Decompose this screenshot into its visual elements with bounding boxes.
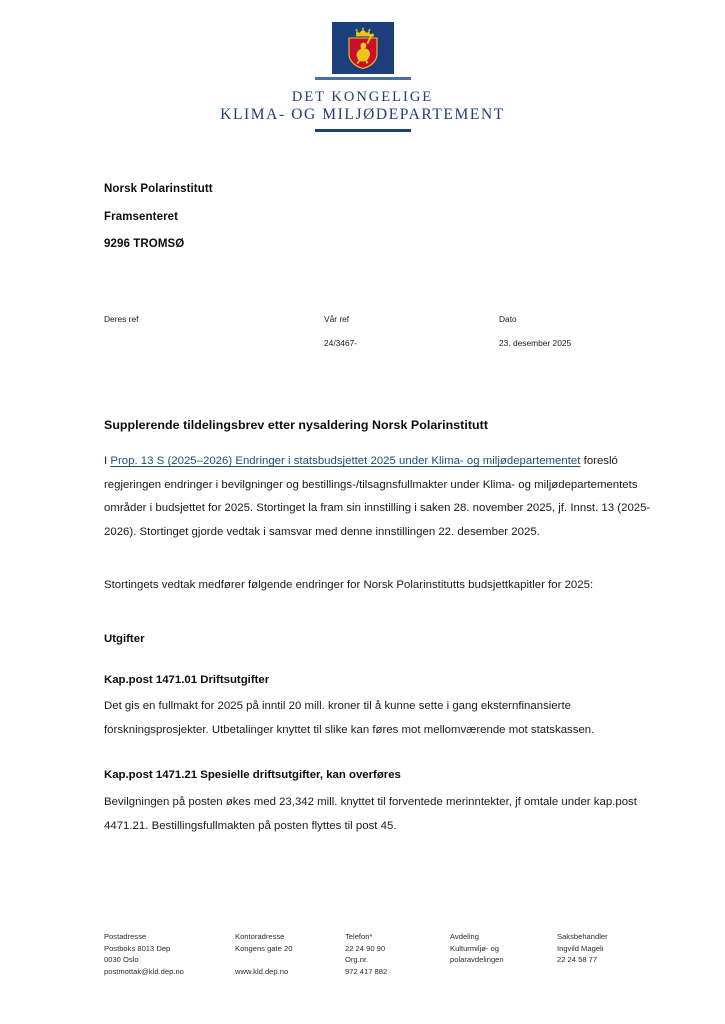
footer-header-kontoradresse: Kontoradresse [235, 932, 285, 941]
footer-orgnr-label: Org.nr. [345, 955, 369, 965]
footer-column-postadresse [104, 931, 235, 977]
dato-value: 23. desember 2025 [499, 338, 572, 348]
logo-wordmark [220, 89, 505, 124]
footer-kontoradresse-website[interactable]: www.kld.dep.no [235, 966, 289, 976]
footer-postadresse-line-2: 0030 Oslo [104, 955, 139, 965]
section-text-1471-21: Bevilgningen på posten økes med 23,342 mill. knyttet til forventede merinntekter, jf omtale under kap.post 4471.21. Bestillingsfullmakten på posten flyttes til post 45. [104, 796, 637, 832]
footer-telefon-number: 22 24 90 90 [345, 943, 386, 953]
recipient-line-2: Framsenteret [104, 210, 179, 223]
footer-header-telefon: Telefon* [345, 932, 373, 941]
logo-line-2: KLIMA- OG MILJØDEPARTEMENT [220, 105, 505, 123]
section-spacer-2 [104, 750, 656, 764]
footer-header-avdeling: Avdeling [450, 932, 479, 941]
recipient-line-1: Norsk Polarinstitutt [104, 183, 213, 195]
prop-13-s-link[interactable]: Prop. 13 S (2025–2026) Endringer i statsbudsjettet 2025 under Klima- og miljødepartementet [110, 455, 581, 467]
var-ref-label: Vår ref [324, 314, 350, 324]
footer-avdeling-line-1: Kulturmiljø- og [450, 943, 499, 953]
section-heading-utgifter: Utgifter [104, 633, 145, 646]
section-text-1471-01: Det gis en fullmakt for 2025 på inntil 20 mill. kroner til å kunne sette i gang eksternfinansierte forskningsprosjekter. Utbetalinger knyttet til slike kan føres mot mellomværende mot statskassen. [104, 700, 595, 736]
section-spacer-1 [104, 655, 656, 669]
deres-ref-column [104, 314, 324, 348]
letterhead-logo [0, 22, 725, 132]
dato-column [499, 314, 664, 348]
paragraph-2: Stortingets vedtak medfører følgende endringer for Norsk Polarinstitutts budsjettkapitler for 2025: [104, 579, 594, 592]
intro-paragraph [104, 450, 656, 544]
footer-column-avdeling [450, 931, 557, 977]
footer-header-postadresse: Postadresse [104, 932, 147, 941]
paragraph-spacer-1 [104, 552, 656, 574]
footer-saksbehandler-name: Ingvild Mageli [557, 943, 604, 953]
norwegian-coat-of-arms-icon [346, 27, 380, 69]
intro-prefix: I [104, 455, 111, 467]
footer-orgnr-value: 972 417 882 [345, 966, 388, 976]
logo-line-1: DET KONGELIGE [291, 89, 434, 105]
footer-avdeling-line-2: polaravdelingen [450, 955, 504, 965]
crest-background [332, 22, 394, 74]
var-ref-value: 24/3467- [324, 338, 358, 348]
paragraph-spacer-2 [104, 606, 656, 628]
deres-ref-label: Deres ref [104, 314, 139, 324]
intro-rest: foresló regjeringen endringer i bevilgninger og bestillings-/tilsagnsfullmakter under Klima- og miljødepartementets områder i budsjettet for 2025. Stortinget la fram sin innstilling i saken 28. november 2025, jf. Innst. 13 (2025-2026). Stortinget gjorde vedtak i samsvar med denne innstillingen 22. desember 2025. [104, 455, 651, 538]
crest-container [298, 22, 428, 78]
recipient-address [104, 183, 213, 266]
logo-divider-top [315, 77, 411, 80]
footer-column-kontoradresse [235, 931, 345, 977]
section-heading-1471-21: Kap.post 1471.21 Spesielle driftsutgifter, kan overføres [104, 769, 401, 782]
footer-postadresse-email[interactable]: postmottak@kld.dep.no [104, 966, 184, 976]
footer-postadresse-line-1: Postboks 8013 Dep [104, 943, 171, 953]
footer-saksbehandler-phone: 22 24 58 77 [557, 955, 598, 965]
dato-label: Dato [499, 314, 517, 324]
reference-row [104, 314, 664, 348]
document-body [104, 418, 656, 846]
footer-header-saksbehandler: Saksbehandler [557, 932, 608, 941]
recipient-line-3: 9296 TROMSØ [104, 238, 185, 250]
footer-column-saksbehandler [557, 931, 657, 977]
document-title: Supplerende tildelingsbrev etter nysaldering Norsk Polarinstitutt [104, 418, 488, 432]
page-footer [104, 931, 664, 977]
section-heading-1471-01: Kap.post 1471.01 Driftsutgifter [104, 673, 270, 686]
logo-divider-bottom [315, 129, 411, 132]
footer-kontoradresse-line-1: Kongens gate 20 [235, 943, 293, 953]
footer-column-telefon [345, 931, 450, 977]
var-ref-column [324, 314, 499, 348]
